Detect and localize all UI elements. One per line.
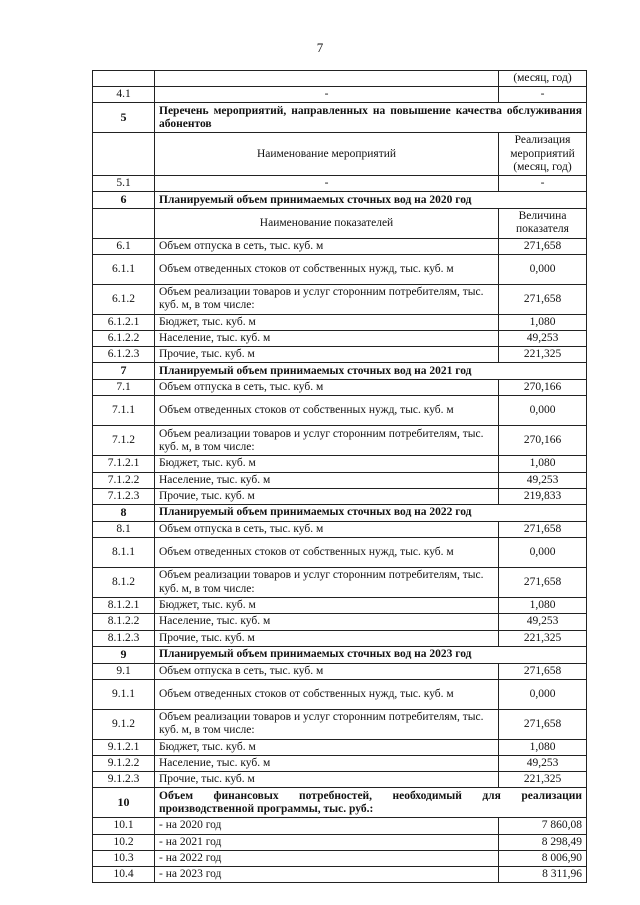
table-row xyxy=(93,538,587,568)
section-row xyxy=(93,505,587,522)
table-row xyxy=(93,679,587,709)
section-title: Планируемый объем принимаемых сточных вод на 2020 год xyxy=(155,192,587,209)
table-row xyxy=(93,834,587,850)
row-value: 49,253 xyxy=(499,330,587,346)
row-number: 6.1.2.1 xyxy=(93,314,155,330)
row-label: Бюджет, тыс. куб. м xyxy=(155,314,499,330)
row-value: 271,658 xyxy=(499,568,587,598)
row-number: 7.1.2.1 xyxy=(93,456,155,472)
column-header-value: Величина показателя xyxy=(499,209,587,238)
row-label: Объем реализации товаров и услуг сторонним потребителям, тыс. куб. м, в том числе: xyxy=(155,284,499,314)
table-row xyxy=(93,314,587,330)
table-row xyxy=(93,521,587,537)
row-label: Объем отведенных стоков от собственных нужд, тыс. куб. м xyxy=(155,254,499,284)
row-value: 271,658 xyxy=(499,284,587,314)
row-number xyxy=(93,71,155,87)
row-number: 9.1.2.3 xyxy=(93,772,155,788)
row-value: 0,000 xyxy=(499,679,587,709)
table-row xyxy=(93,472,587,488)
table-row xyxy=(93,380,587,396)
row-label: Объем реализации товаров и услуг сторонним потребителям, тыс. куб. м, в том числе: xyxy=(155,426,499,456)
row-value: 7 860,08 xyxy=(499,818,587,834)
row-label: Население, тыс. куб. м xyxy=(155,472,499,488)
table-row xyxy=(93,87,587,103)
table-row xyxy=(93,598,587,614)
row-value: 0,000 xyxy=(499,538,587,568)
row-label: Объем отпуска в сеть, тыс. куб. м xyxy=(155,238,499,254)
row-number: 8.1.2.3 xyxy=(93,630,155,646)
table-row xyxy=(93,488,587,504)
row-value: 1,080 xyxy=(499,598,587,614)
row-number: 8.1 xyxy=(93,521,155,537)
table-row xyxy=(93,347,587,363)
column-header-name: Наименование мероприятий xyxy=(155,133,499,176)
row-number: 6.1.2 xyxy=(93,284,155,314)
section-title: Планируемый объем принимаемых сточных вод на 2022 год xyxy=(155,505,587,522)
row-label: Население, тыс. куб. м xyxy=(155,614,499,630)
row-value: 270,166 xyxy=(499,380,587,396)
row-number: 9.1.2.1 xyxy=(93,739,155,755)
row-number: 9 xyxy=(93,646,155,663)
column-header-value: Реализация мероприятий (месяц, год) xyxy=(499,133,587,176)
row-value: 0,000 xyxy=(499,254,587,284)
section-row xyxy=(93,646,587,663)
row-number: 7.1.1 xyxy=(93,396,155,426)
row-label: Объем отпуска в сеть, тыс. куб. м xyxy=(155,380,499,396)
row-number: 10 xyxy=(93,788,155,818)
table-row xyxy=(93,284,587,314)
row-number: 6 xyxy=(93,192,155,209)
row-value: 49,253 xyxy=(499,472,587,488)
row-value: 1,080 xyxy=(499,456,587,472)
header-row xyxy=(93,209,587,238)
row-number: 5 xyxy=(93,103,155,133)
row-value: 8 298,49 xyxy=(499,834,587,850)
row-number: 9.1.2 xyxy=(93,709,155,739)
row-label: Бюджет, тыс. куб. м xyxy=(155,739,499,755)
row-number: 8.1.1 xyxy=(93,538,155,568)
row-number: 8 xyxy=(93,505,155,522)
row-number: 6.1.2.2 xyxy=(93,330,155,346)
row-value: (месяц, год) xyxy=(499,71,587,87)
row-value: 8 311,96 xyxy=(499,867,587,883)
row-value: 271,658 xyxy=(499,238,587,254)
table-row xyxy=(93,568,587,598)
row-value: 219,833 xyxy=(499,488,587,504)
row-number: 9.1.2.2 xyxy=(93,756,155,772)
table-row xyxy=(93,739,587,755)
row-label: Бюджет, тыс. куб. м xyxy=(155,598,499,614)
row-label: - на 2022 год xyxy=(155,850,499,866)
table-row xyxy=(93,426,587,456)
row-value: 270,166 xyxy=(499,426,587,456)
row-number: 8.1.2.2 xyxy=(93,614,155,630)
row-number: 7.1.2 xyxy=(93,426,155,456)
row-label: Прочие, тыс. куб. м xyxy=(155,488,499,504)
header-row xyxy=(93,133,587,176)
section-row xyxy=(93,788,587,818)
row-value: 49,253 xyxy=(499,756,587,772)
column-header-name: Наименование показателей xyxy=(155,209,499,238)
table-row xyxy=(93,756,587,772)
row-number: 7.1 xyxy=(93,380,155,396)
row-number: 7 xyxy=(93,363,155,380)
row-label: Объем реализации товаров и услуг сторонним потребителям, тыс. куб. м, в том числе: xyxy=(155,709,499,739)
table-row xyxy=(93,238,587,254)
row-label: Объем отведенных стоков от собственных нужд, тыс. куб. м xyxy=(155,679,499,709)
row-value: 221,325 xyxy=(499,630,587,646)
table-row xyxy=(93,818,587,834)
row-value: 271,658 xyxy=(499,709,587,739)
row-number: 5.1 xyxy=(93,176,155,192)
row-number: 9.1 xyxy=(93,663,155,679)
row-number: 10.4 xyxy=(93,867,155,883)
row-label: - на 2021 год xyxy=(155,834,499,850)
row-label: Объем отпуска в сеть, тыс. куб. м xyxy=(155,521,499,537)
row-label: Объем отведенных стоков от собственных нужд, тыс. куб. м xyxy=(155,396,499,426)
row-label: Объем отведенных стоков от собственных нужд, тыс. куб. м xyxy=(155,538,499,568)
row-number: 10.2 xyxy=(93,834,155,850)
row-label: Население, тыс. куб. м xyxy=(155,756,499,772)
table-row xyxy=(93,663,587,679)
row-label: - xyxy=(155,87,499,103)
row-value: 0,000 xyxy=(499,396,587,426)
row-value: 221,325 xyxy=(499,347,587,363)
table-row xyxy=(93,176,587,192)
table-row xyxy=(93,456,587,472)
row-value: 49,253 xyxy=(499,614,587,630)
row-value: 8 006,90 xyxy=(499,850,587,866)
program-table-body xyxy=(93,71,587,883)
section-row xyxy=(93,363,587,380)
row-label: - на 2020 год xyxy=(155,818,499,834)
table-row xyxy=(93,254,587,284)
row-label: Прочие, тыс. куб. м xyxy=(155,630,499,646)
row-number: 7.1.2.2 xyxy=(93,472,155,488)
row-number: 9.1.1 xyxy=(93,679,155,709)
table-row xyxy=(93,630,587,646)
row-number xyxy=(93,133,155,176)
table-row xyxy=(93,709,587,739)
row-value: 271,658 xyxy=(499,521,587,537)
row-number: 6.1.2.3 xyxy=(93,347,155,363)
row-number: 4.1 xyxy=(93,87,155,103)
table-row xyxy=(93,850,587,866)
row-value: 1,080 xyxy=(499,314,587,330)
row-value: 221,325 xyxy=(499,772,587,788)
row-value: - xyxy=(499,87,587,103)
row-label: Прочие, тыс. куб. м xyxy=(155,347,499,363)
row-number: 8.1.2.1 xyxy=(93,598,155,614)
section-title: Планируемый объем принимаемых сточных вод на 2021 год xyxy=(155,363,587,380)
row-number: 7.1.2.3 xyxy=(93,488,155,504)
row-label xyxy=(155,71,499,87)
row-label: Население, тыс. куб. м xyxy=(155,330,499,346)
row-label: Объем реализации товаров и услуг сторонним потребителям, тыс. куб. м, в том числе: xyxy=(155,568,499,598)
row-value: 271,658 xyxy=(499,663,587,679)
row-number: 6.1 xyxy=(93,238,155,254)
row-value: - xyxy=(499,176,587,192)
section-row xyxy=(93,192,587,209)
table-row xyxy=(93,867,587,883)
row-label: Бюджет, тыс. куб. м xyxy=(155,456,499,472)
section-row xyxy=(93,103,587,133)
table-row xyxy=(93,396,587,426)
table-row xyxy=(93,330,587,346)
section-title: Перечень мероприятий, направленных на повышение качества обслуживания абонентов xyxy=(155,103,587,133)
row-number: 10.1 xyxy=(93,818,155,834)
row-number xyxy=(93,209,155,238)
row-number: 6.1.1 xyxy=(93,254,155,284)
table-row xyxy=(93,614,587,630)
section-title: Планируемый объем принимаемых сточных вод на 2023 год xyxy=(155,646,587,663)
page-number: 7 xyxy=(316,40,324,55)
table-row xyxy=(93,71,587,87)
program-table xyxy=(92,70,587,883)
row-label: Объем отпуска в сеть, тыс. куб. м xyxy=(155,663,499,679)
row-label: - xyxy=(155,176,499,192)
row-value: 1,080 xyxy=(499,739,587,755)
row-label: - на 2023 год xyxy=(155,867,499,883)
row-number: 8.1.2 xyxy=(93,568,155,598)
row-label: Прочие, тыс. куб. м xyxy=(155,772,499,788)
table-row xyxy=(93,772,587,788)
row-number: 10.3 xyxy=(93,850,155,866)
section-title: Объем финансовых потребностей, необходимый для реализации производственной программы, тыс. руб.: xyxy=(155,788,587,818)
